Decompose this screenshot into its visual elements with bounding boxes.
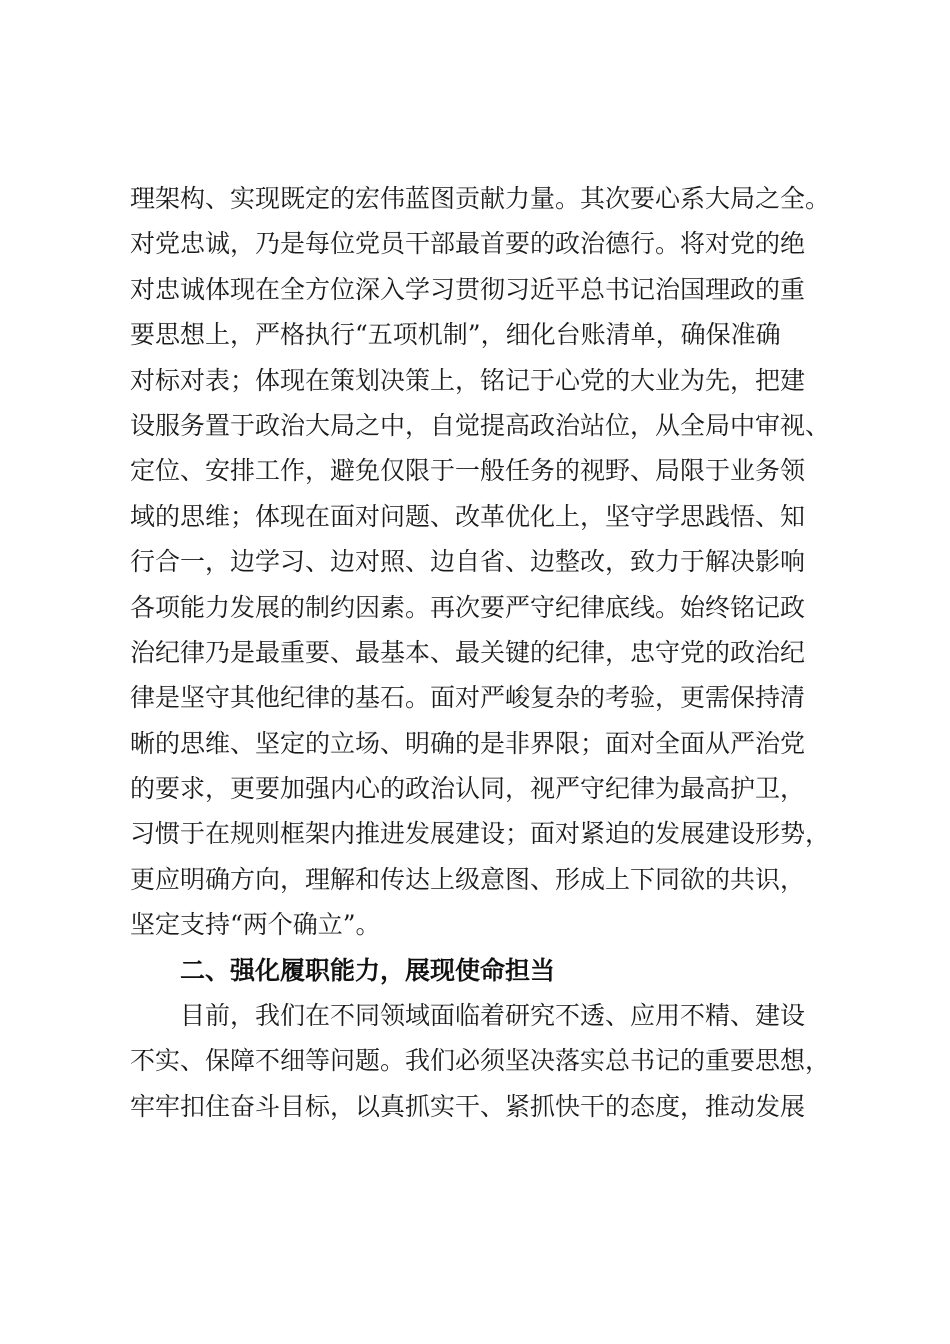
body-line: 治纪律乃是最重要、最基本、最关键的纪律，忠守党的政治纪 xyxy=(130,637,806,667)
body-line: 坚定支持“两个确立”。 xyxy=(130,910,381,940)
body-line: 的要求，更要加强内心的政治认同，视严守纪律为最高护卫， xyxy=(130,774,806,804)
body-line: 设服务置于政治大局之中，自觉提高政治站位，从全局中审视、 xyxy=(130,410,831,440)
body-line: 更应明确方向，理解和传达上级意图、形成上下同欲的共识， xyxy=(130,864,806,894)
body-line: 律是坚守其他纪律的基石。面对严峻复杂的考验，更需保持清 xyxy=(130,683,806,713)
body-line: 各项能力发展的制约因素。再次要严守纪律底线。始终铭记政 xyxy=(130,592,806,622)
body-line: 对党忠诚，乃是每位党员干部最首要的政治德行。将对党的绝 xyxy=(130,229,806,259)
document-body xyxy=(130,176,850,1129)
body-line: 不实、保障不细等问题。我们必须坚决落实总书记的重要思想， xyxy=(130,1046,831,1076)
body-line: 晰的思维、坚定的立场、明确的是非界限；面对全面从严治党 xyxy=(130,728,806,758)
body-line: 牢牢扣住奋斗目标，以真抓实干、紧抓快干的态度，推动发展 xyxy=(130,1091,806,1121)
body-line: 习惯于在规则框架内推进发展建设；面对紧迫的发展建设形势， xyxy=(130,819,831,849)
body-line: 域的思维；体现在面对问题、改革优化上，坚守学思践悟、知 xyxy=(130,501,806,531)
body-line: 定位、安排工作，避免仅限于一般任务的视野、局限于业务领 xyxy=(130,456,806,486)
body-line: 理架构、实现既定的宏伟蓝图贡献力量。其次要心系大局之全。 xyxy=(130,184,831,213)
body-line: 要思想上，严格执行“五项机制”，细化台账清单，确保准确 xyxy=(130,320,781,350)
paragraph-first-line: 目前，我们在不同领域面临着研究不透、应用不精、建设 xyxy=(180,1001,806,1031)
body-line: 对标对表；体现在策划决策上，铭记于心党的大业为先，把建 xyxy=(130,365,806,395)
section-heading: 二、强化履职能力，展现使命担当 xyxy=(180,955,556,985)
body-line: 对忠诚体现在全方位深入学习贯彻习近平总书记治国理政的重 xyxy=(130,274,806,304)
body-line: 行合一，边学习、边对照、边自省、边整改，致力于解决影响 xyxy=(130,547,806,577)
